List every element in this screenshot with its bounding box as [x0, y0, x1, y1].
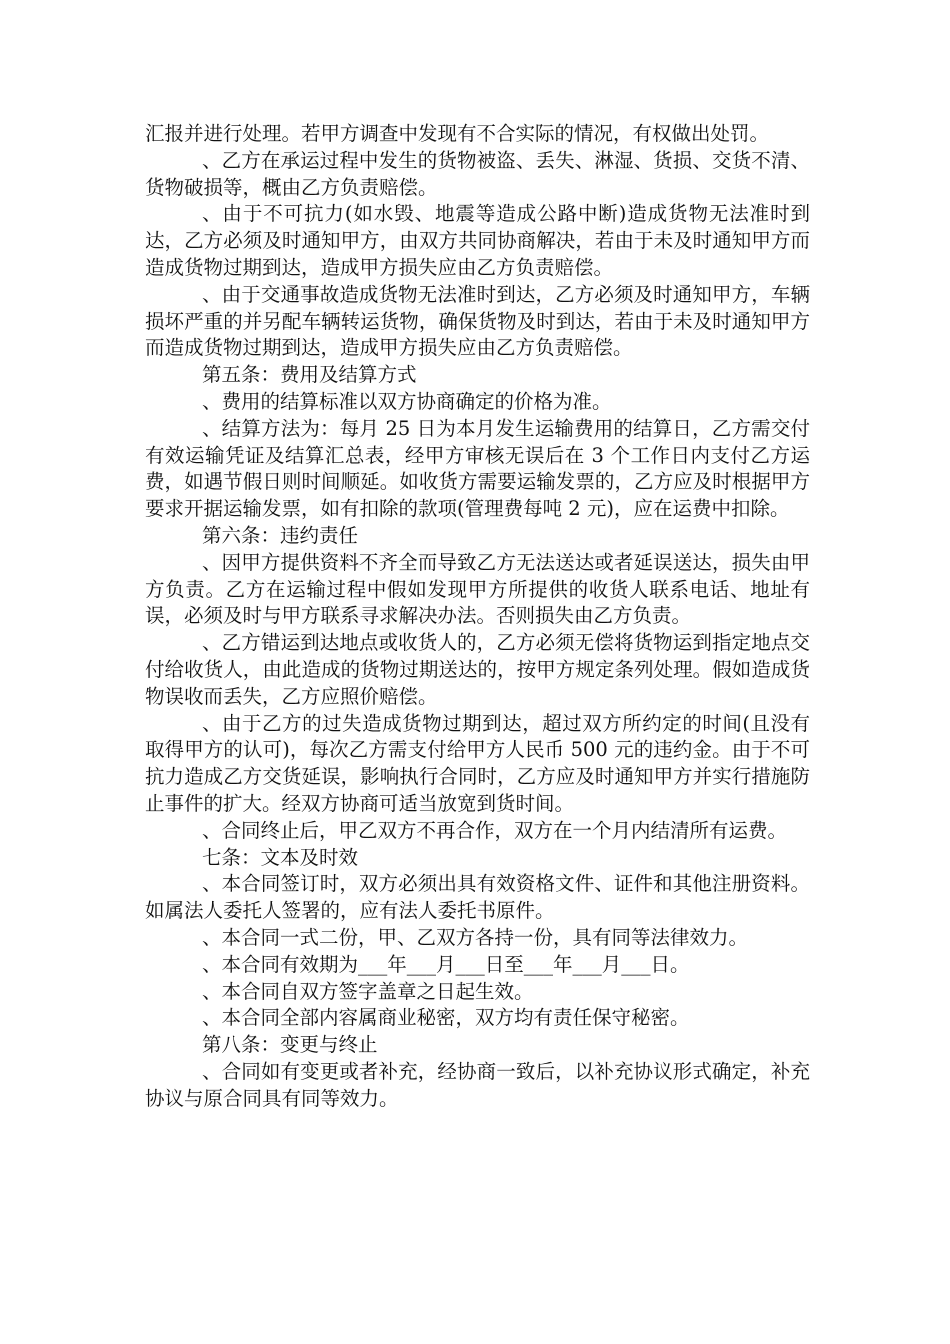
clause-copies: 、本合同一式二份，甲、乙双方各持一份，具有同等法律效力。 [202, 925, 749, 949]
clause-amendment: 、合同如有变更或者补充，经协商一致后，以补充协议形式确定，补充协议与原合同具有同等效力。 [145, 1059, 810, 1110]
clause-traffic-accident: 、由于交通事故造成货物无法准时到达，乙方必须及时通知甲方，车辆损坏严重的并另配车辆转运货物，确保货物及时到达，若由于未及时通知甲方而造成货物过期到达，造成甲方损失应由乙方负责赔偿。 [145, 282, 810, 360]
clause-cargo-loss: 、乙方在承运过程中发生的货物被盗、丢失、淋湿、货损、交货不清、货物破损等，概由乙方负责赔偿。 [145, 148, 810, 199]
clause-signing-documents: 、本合同签订时，双方必须出具有效资格文件、证件和其他注册资料。如属法人委托人签署的，应有法人委托书原件。 [145, 872, 810, 923]
clause-validity-period: 、本合同有效期为___年___月___日至___年___月___日。 [202, 952, 690, 976]
section-heading-5: 第五条：费用及结算方式 [202, 363, 417, 387]
clause-wrong-delivery: 、乙方错运到达地点或收货人的，乙方必须无偿将货物运到指定地点交付给收货人，由此造成的货物过期送达的，按甲方规定条列处理。假如造成货物误收而丢失，乙方应照价赔偿。 [145, 631, 810, 708]
clause-termination-settlement: 、合同终止后，甲乙双方不再合作，双方在一个月内结清所有运费。 [202, 818, 788, 842]
clause-late-delivery: 、由于乙方的过失造成货物过期到达，超过双方所约定的时间(且没有取得甲方的认可)，每次乙方需支付给甲方人民币 500 元的违约金。由于不可抗力造成乙方交货延误，影响执行合同时，乙方应及时通知甲方并实行措施防止事件的扩大。经双方协商可适当放宽到货时间。 [145, 711, 810, 815]
clause-force-majeure: 、由于不可抗力(如水毁、地震等造成公路中断)造成货物无法准时到达，乙方必须及时通知甲方，由双方共同协商解决，若由于未及时通知甲方而造成货物过期到达，造成甲方损失应由乙方负责赔偿。 [145, 202, 810, 279]
clause-effective-date: 、本合同自双方签字盖章之日起生效。 [202, 979, 534, 1003]
clause-settlement-method: 、结算方法为：每月 25 日为本月发生运输费用的结算日，乙方需交付有效运输凭证及结算汇总表，经甲方审核无误后在 3 个工作日内支付乙方运费，如遇节假日则时间顺延。如收货方需要运输发票的，乙方应及时根据甲方要求开据运输发票，如有扣除的款项(管理费每吨 2 元)，应在运费中扣除。 [145, 416, 810, 521]
clause-fee-standard: 、费用的结算标准以双方协商确定的价格为准。 [202, 389, 612, 413]
clause-incomplete-info: 、因甲方提供资料不齐全而导致乙方无法送达或者延误送达，损失由甲方负责。乙方在运输过程中假如发现甲方所提供的收货人联系电话、地址有误，必须及时与甲方联系寻求解决办法。否则损失由乙方负责。 [145, 550, 810, 628]
clause-confidentiality: 、本合同全部内容属商业秘密，双方均有责任保守秘密。 [202, 1006, 690, 1030]
contract-body [145, 121, 810, 1112]
section-heading-7: 七条：文本及时效 [202, 845, 359, 869]
section-heading-8: 第八条：变更与终止 [202, 1033, 378, 1057]
paragraph-report-handling: 汇报并进行处理。若甲方调查中发现有不合实际的情况，有权做出处罚。 [145, 122, 770, 145]
section-heading-6: 第六条：违约责任 [202, 523, 359, 547]
